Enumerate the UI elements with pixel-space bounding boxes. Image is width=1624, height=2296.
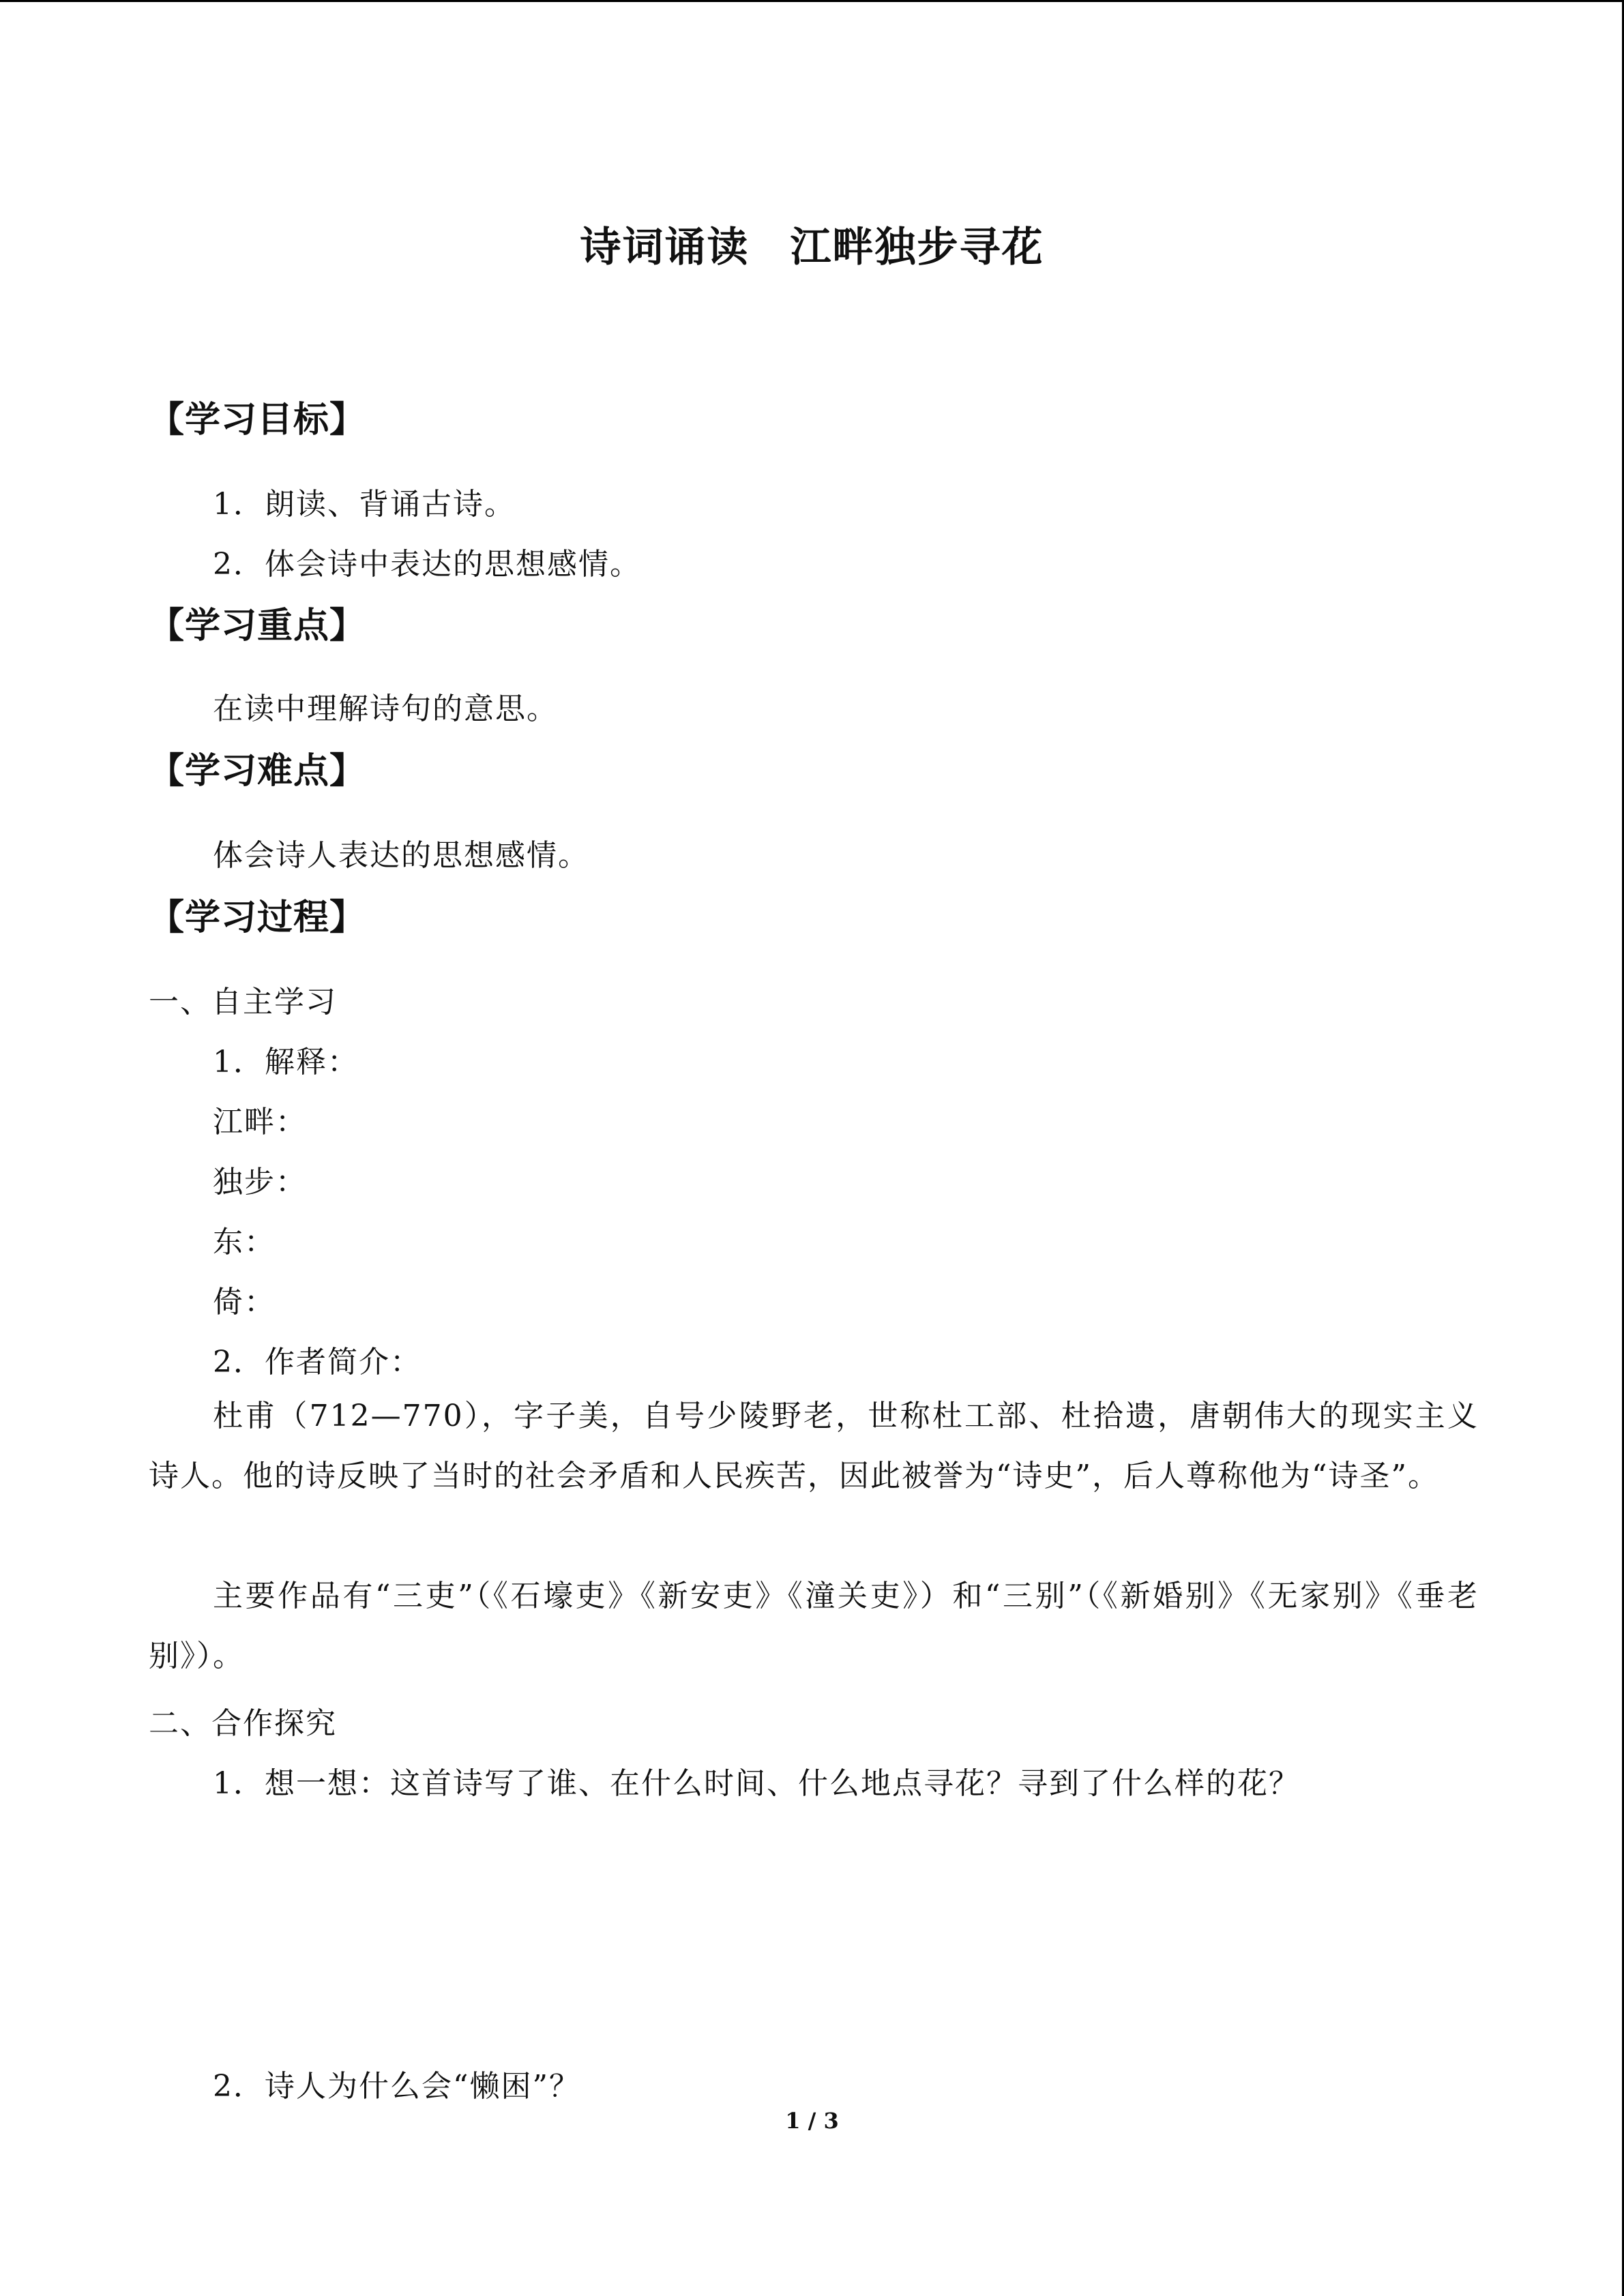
- goals-heading: 【学习目标】: [149, 400, 366, 441]
- term-yi: 倚：: [213, 1285, 276, 1320]
- question-1: 1．想一想：这首诗写了谁、在什么时间、什么地点寻花？寻到了什么样的花？: [213, 1766, 1300, 1801]
- title-part-2: 江畔独步寻花: [790, 224, 1044, 271]
- process-heading: 【学习过程】: [149, 897, 366, 938]
- focus-heading: 【学习重点】: [149, 606, 366, 646]
- part1-heading: 一、自主学习: [149, 985, 337, 1019]
- works-paragraph: 主要作品有“三吏”（《石壕吏》《新安吏》《潼关吏》）和“三别”（《新婚别》《无家别》《垂老别》）。: [149, 1579, 1479, 1673]
- term-jiangpan: 江畔：: [213, 1105, 307, 1139]
- author-label: 2．作者简介：: [213, 1345, 422, 1380]
- term-dubu: 独步：: [213, 1165, 307, 1199]
- question-2: 2．诗人为什么会“懒困”？: [213, 2069, 580, 2104]
- page-title: [0, 215, 1624, 273]
- difficulty-text: 体会诗人表达的思想感情。: [213, 838, 589, 873]
- explain-label: 1．解释：: [213, 1045, 359, 1079]
- focus-text: 在读中理解诗句的意思。: [213, 691, 558, 726]
- author-paragraph: 杜甫（712—770），字子美，自号少陵野老，世称杜工部、杜拾遗，唐朝伟大的现实主义诗人。他的诗反映了当时的社会矛盾和人民疾苦，因此被誉为“诗史”，后人尊称他为“诗圣”。: [149, 1399, 1479, 1493]
- title-part-1: 诗词诵读: [580, 224, 750, 271]
- term-dong: 东：: [213, 1225, 276, 1259]
- page-number: 1 / 3: [785, 2108, 839, 2134]
- difficulty-heading: 【学习难点】: [149, 751, 366, 792]
- part2-heading: 二、合作探究: [149, 1706, 337, 1741]
- goal-item-1: 1．朗读、背诵古诗。: [213, 487, 516, 522]
- goal-item-2: 2．体会诗中表达的思想感情。: [213, 547, 641, 582]
